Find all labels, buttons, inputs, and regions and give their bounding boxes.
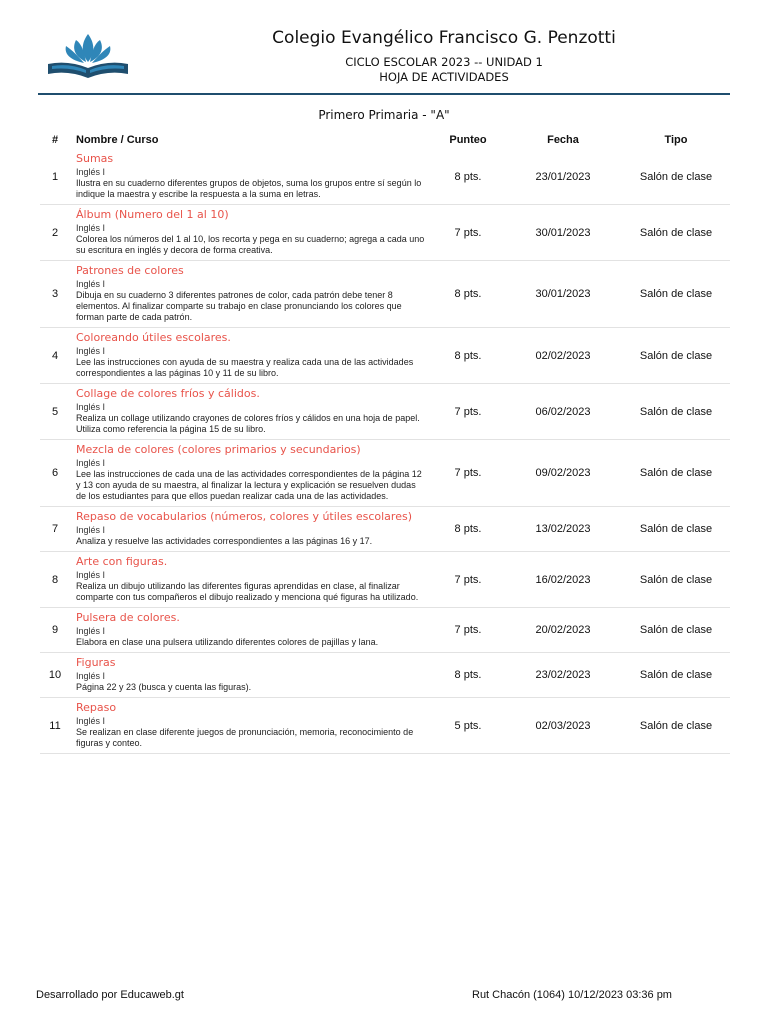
activity-title: Pulsera de colores. <box>76 611 180 624</box>
row-date: 20/02/2023 <box>504 608 622 653</box>
row-type: Salón de clase <box>622 698 730 754</box>
row-number: 8 <box>40 552 70 608</box>
school-name: Colegio Evangélico Francisco G. Penzotti <box>272 28 616 48</box>
activity-description: Realiza un collage utilizando crayones de colores fríos y cálidos en una hoja de papel. Utiliza como referencia la página 15 de su libro. <box>76 413 420 434</box>
row-type: Salón de clase <box>622 328 730 384</box>
row-date: 13/02/2023 <box>504 507 622 552</box>
row-activity <box>70 384 432 440</box>
row-points: 8 pts. <box>432 149 504 205</box>
row-type: Salón de clase <box>622 440 730 507</box>
activity-title: Arte con figuras. <box>76 555 168 568</box>
activity-course: Inglés I <box>76 402 106 412</box>
row-type: Salón de clase <box>622 205 730 261</box>
col-date: Fecha <box>547 134 579 146</box>
row-type: Salón de clase <box>622 552 730 608</box>
table-row <box>40 149 730 205</box>
activity-course: Inglés I <box>76 671 106 681</box>
activity-title: Sumas <box>76 152 114 165</box>
row-points: 8 pts. <box>432 328 504 384</box>
activity-title: Figuras <box>76 656 116 669</box>
row-number: 7 <box>40 507 70 552</box>
row-activity <box>70 149 432 205</box>
row-activity <box>70 205 432 261</box>
activity-description: Ilustra en su cuaderno diferentes grupos de objetos, suma los grupos entre sí según lo indique la maestra y escribe la respuesta a la suma en letras. <box>76 178 422 199</box>
row-number: 10 <box>40 653 70 698</box>
row-number: 4 <box>40 328 70 384</box>
table-row <box>40 608 730 653</box>
row-activity <box>70 552 432 608</box>
row-date: 23/01/2023 <box>504 149 622 205</box>
row-points: 7 pts. <box>432 552 504 608</box>
section-title: Primero Primaria - "A" <box>318 108 450 122</box>
activities-table <box>40 131 730 754</box>
row-type: Salón de clase <box>622 653 730 698</box>
row-number: 5 <box>40 384 70 440</box>
activity-course: Inglés I <box>76 458 106 468</box>
activity-course: Inglés I <box>76 525 106 535</box>
row-points: 7 pts. <box>432 384 504 440</box>
activity-course: Inglés I <box>76 223 106 233</box>
row-number: 1 <box>40 149 70 205</box>
activity-title: Patrones de colores <box>76 264 184 277</box>
row-date: 02/02/2023 <box>504 328 622 384</box>
activity-title: Repaso de vocabularios (números, colores y útiles escolares) <box>76 510 412 523</box>
row-date: 16/02/2023 <box>504 552 622 608</box>
row-type: Salón de clase <box>622 384 730 440</box>
row-activity <box>70 261 432 328</box>
row-type: Salón de clase <box>622 507 730 552</box>
footer-user-timestamp: Rut Chacón (1064) 10/12/2023 03:36 pm <box>472 989 672 1001</box>
table-header-row <box>40 131 730 149</box>
activity-description: Elabora en clase una pulsera utilizando diferentes colores de pajillas y lana. <box>76 637 379 647</box>
col-name: Nombre / Curso <box>76 134 159 146</box>
table-row <box>40 328 730 384</box>
activity-description: Lee las instrucciones con ayuda de su maestra y realiza cada una de las actividades correspondientes a las páginas 10 y 11 de su libro. <box>76 357 414 378</box>
row-points: 7 pts. <box>432 440 504 507</box>
school-cycle: CICLO ESCOLAR 2023 -- UNIDAD 1 <box>345 55 543 69</box>
row-activity <box>70 698 432 754</box>
row-number: 6 <box>40 440 70 507</box>
activity-title: Coloreando útiles escolares. <box>76 331 231 344</box>
table-row <box>40 698 730 754</box>
row-activity <box>70 653 432 698</box>
activity-description: Dibuja en su cuaderno 3 diferentes patrones de color, cada patrón debe tener 8 elementos. Al finalizar comparte su trabajo en clase pronunciando los colores que forman parte de cada patrón. <box>76 290 402 322</box>
activity-title: Álbum (Numero del 1 al 10) <box>76 208 229 221</box>
activity-description: Se realizan en clase diferente juegos de pronunciación, memoria, reconocimiento de figuras y conteo. <box>76 727 414 748</box>
activity-course: Inglés I <box>76 346 106 356</box>
row-points: 7 pts. <box>432 608 504 653</box>
table-row <box>40 507 730 552</box>
row-activity <box>70 507 432 552</box>
activity-title: Collage de colores fríos y cálidos. <box>76 387 260 400</box>
table-row <box>40 653 730 698</box>
table-row <box>40 205 730 261</box>
table-row <box>40 261 730 328</box>
activity-description: Realiza un dibujo utilizando las diferentes figuras aprendidas en clase, al finalizar comparte con tus compañeros el dibujo realizado y menciona qué figuras ha utilizado. <box>76 581 419 602</box>
activity-description: Analiza y resuelve las actividades correspondientes a las páginas 16 y 17. <box>76 536 373 546</box>
activity-title: Mezcla de colores (colores primarios y secundarios) <box>76 443 361 456</box>
row-type: Salón de clase <box>622 608 730 653</box>
table-row <box>40 552 730 608</box>
row-date: 02/03/2023 <box>504 698 622 754</box>
col-type: Tipo <box>664 134 688 146</box>
footer-credit: Desarrollado por Educaweb.gt <box>36 989 184 1001</box>
activity-course: Inglés I <box>76 626 106 636</box>
row-points: 5 pts. <box>432 698 504 754</box>
activities-body <box>40 149 730 754</box>
row-activity <box>70 440 432 507</box>
activity-title: Repaso <box>76 701 117 714</box>
table-row <box>40 440 730 507</box>
col-num: # <box>51 134 59 146</box>
row-activity <box>70 328 432 384</box>
school-logo-icon <box>42 26 134 82</box>
activity-course: Inglés I <box>76 716 106 726</box>
row-points: 8 pts. <box>432 507 504 552</box>
row-date: 09/02/2023 <box>504 440 622 507</box>
row-type: Salón de clase <box>622 261 730 328</box>
row-date: 23/02/2023 <box>504 653 622 698</box>
row-points: 8 pts. <box>432 261 504 328</box>
activity-course: Inglés I <box>76 279 106 289</box>
activity-description: Colorea los números del 1 al 10, los recorta y pega en su cuaderno; agrega a cada uno su escritura en inglés y decora de forma creativa. <box>76 234 425 255</box>
row-type: Salón de clase <box>622 149 730 205</box>
row-date: 30/01/2023 <box>504 205 622 261</box>
row-points: 7 pts. <box>432 205 504 261</box>
header-divider <box>38 93 730 95</box>
activity-course: Inglés I <box>76 167 106 177</box>
row-points: 8 pts. <box>432 653 504 698</box>
sheet-title: HOJA DE ACTIVIDADES <box>379 70 509 84</box>
row-number: 11 <box>40 698 70 754</box>
activity-course: Inglés I <box>76 570 106 580</box>
row-number: 9 <box>40 608 70 653</box>
col-points: Punteo <box>449 134 487 146</box>
row-date: 06/02/2023 <box>504 384 622 440</box>
row-number: 2 <box>40 205 70 261</box>
activity-description: Lee las instrucciones de cada una de las actividades correspondientes de la página 12 y 13 con ayuda de su maestra, al finalizar la lectura y explicación se resuelven dudas de los estudiantes para que ellos puedan realizar cada una de las actividades. <box>76 469 422 501</box>
row-number: 3 <box>40 261 70 328</box>
activity-description: Página 22 y 23 (busca y cuenta las figuras). <box>76 682 252 692</box>
table-row <box>40 384 730 440</box>
row-date: 30/01/2023 <box>504 261 622 328</box>
row-activity <box>70 608 432 653</box>
